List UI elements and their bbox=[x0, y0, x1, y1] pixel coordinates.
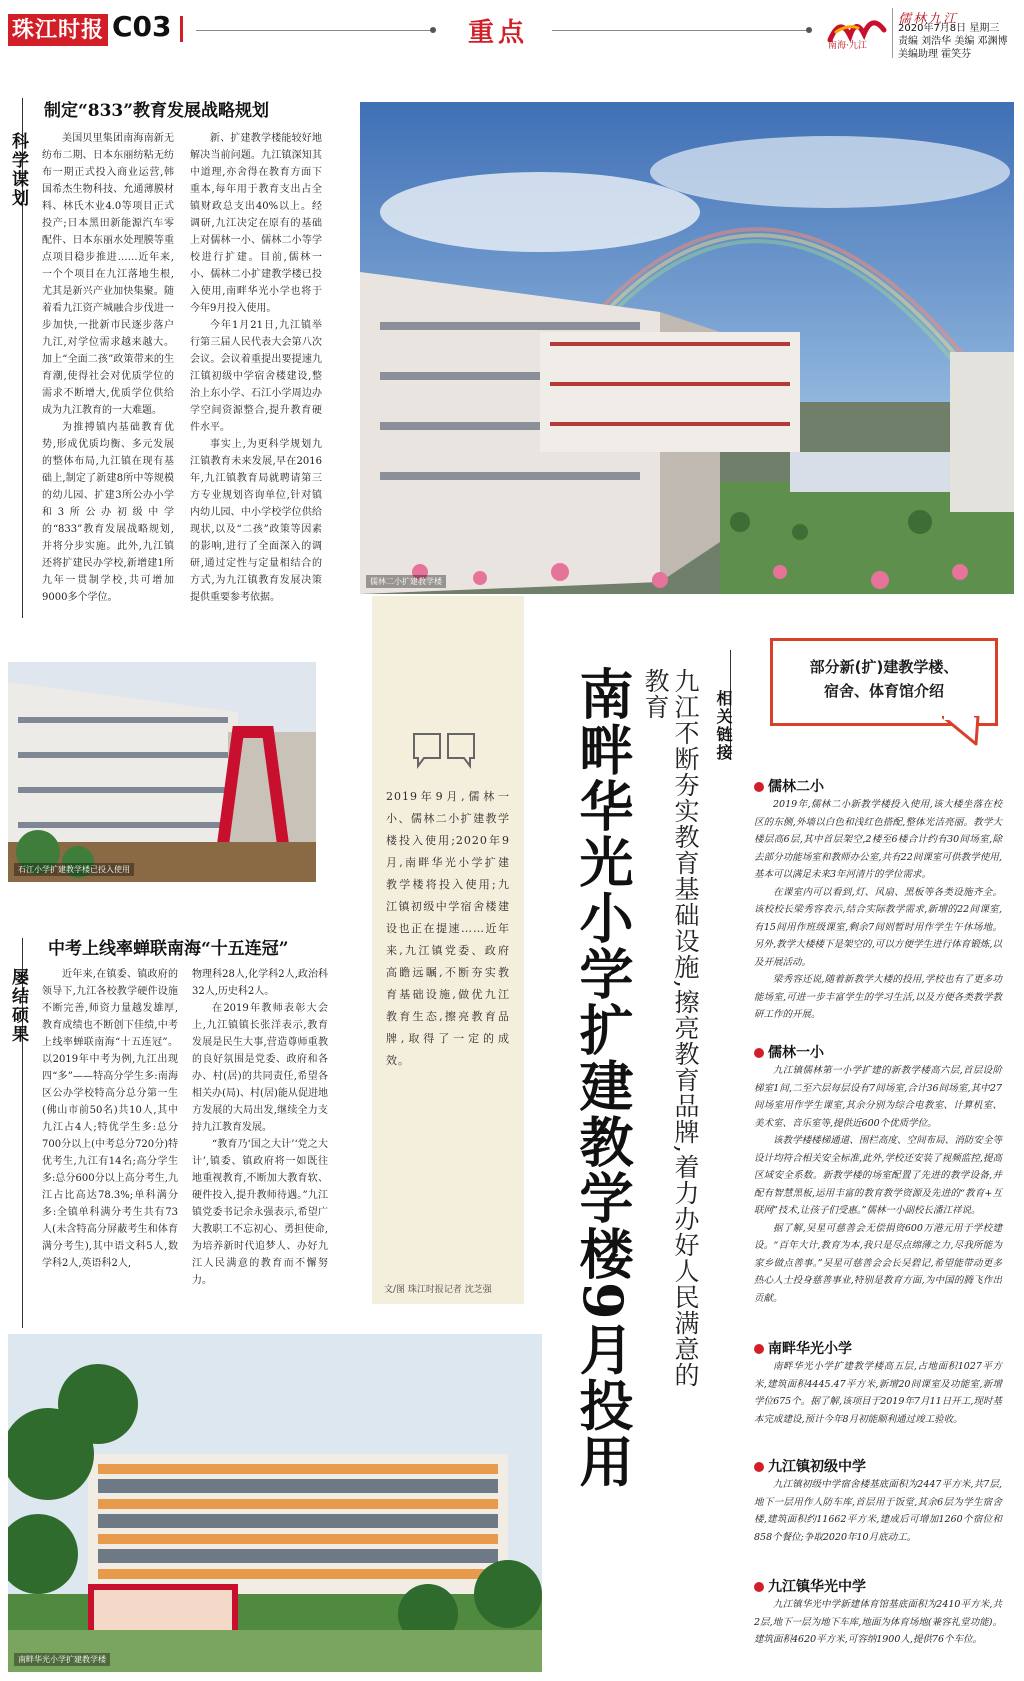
school-heading bbox=[754, 1576, 1002, 1596]
article2-column-1 bbox=[42, 966, 178, 1272]
red-bullet-icon bbox=[754, 1582, 764, 1592]
school-text bbox=[754, 1476, 1002, 1546]
school-item-huaguang-middle bbox=[754, 1576, 1002, 1649]
article1-para: 为推搏镇内基础教育优势,形成优质均衡、多元发展的整体布局,九江镇在现有基础上,制定了新建8所中等规模的幼儿园、扩建3所公办小学和3所公办初级中学的“833”教育发展战略规划,并将分步实施。此外,九江镇还将扩建民办学校,新增建1所九年一贯制学校,共可增加9000多个学位。 bbox=[42, 422, 174, 603]
article2-para: 物理科28人,化学科2人,政治科32人,历史科2人。 bbox=[192, 969, 328, 997]
school-item-rulin-2 bbox=[754, 776, 1002, 1024]
red-bullet-icon bbox=[754, 782, 764, 792]
school-para: 2019年,儒林二小新教学楼投入使用,该大楼坐落在校区的东侧,外墙以白色和浅红色搭配,整体光洁亮丽。教学大楼层高6层,其中首层架空,2楼至6楼合计约有30间场室,除去部分功能场室和教师办公室,共有22间课室可供教学使用,基本可以满足未来3年河清片的学位需求。 bbox=[754, 799, 1002, 880]
school-para: 梁秀容还说,随着新教学大楼的投用,学校也有了更多功能场室,可进一步丰富学生的学习生活,以及方便各类教学教研工作的开展。 bbox=[754, 974, 1002, 1020]
school-item-nanpan-huaguang bbox=[754, 1338, 1002, 1428]
school-para: 九江镇初级中学宿舍楼基底面积为2447平方米,共7层,地下一层用作人防车库,首层用于饭堂,其余6层为学生宿舍楼,建筑面积约11662平方米,建成后可增加1260个宿位和858个餐位;争取2020年10月底动工。 bbox=[754, 1479, 1002, 1543]
editors-line-2: 美编助理 霍笑芬 bbox=[898, 49, 972, 60]
red-bullet-icon bbox=[754, 1462, 764, 1472]
school-para: 该教学楼楼梯通道、围栏高度、空间布局、消防安全等设计均符合相关安全标准,此外,学校还安装了视频监控,提高区域安全系数。新教学楼的场室配置了先进的教学设备,并配有智慧黑板,运用丰富的教育教学资源及先进的“教育+互联网”技术,让孩子们受惠。”儒林一小副校长潘江祥说。 bbox=[754, 1135, 1002, 1216]
article1-para: 今年1月21日,九江镇举行第三届人民代表大会第八次会议。会议着重提出要提速九江镇初级中学宿舍楼建设,整治上东小学、石江小学周边办学空间资源整合,提升教育硬件水平。 bbox=[190, 320, 322, 433]
school-heading bbox=[754, 1042, 1002, 1062]
school-text bbox=[754, 1596, 1002, 1649]
school-text bbox=[754, 1358, 1002, 1428]
school-name: 南畔华光小学 bbox=[768, 1341, 852, 1357]
masthead-logo: 珠江时报 bbox=[8, 14, 108, 46]
article2-para: 在2019年教师表彰大会上,九江镇镇长张洋表示,教育发展是民生大事,营造尊师重教的良好氛围是党委、政府和各办、村(居)的共同责任,希望各相关办(局)、村(居)能从促进地方发展的大局出发,继续全力支持九江教育发展。 bbox=[192, 1003, 328, 1133]
article1-title: 制定“833”教育发展战略规划 bbox=[44, 101, 270, 121]
nanpan-huaguang-photo-icon bbox=[8, 1334, 542, 1672]
logo-brand-text: 南海·九江 bbox=[828, 41, 867, 51]
page-number: C03 bbox=[112, 10, 172, 43]
article2-para: “教育乃‘国之大计’‘党之大计’,镇委、镇政府将一如既往地重视教育,不断加大教育软、硬件投入,提升教师待遇。”九江镇党委书记余永强表示,希望广大教职工不忘初心、勇担使命,为培养新时代追梦人、办好九江人民满意的教育而不懈努力。 bbox=[192, 1139, 328, 1286]
school-item-rulin-1 bbox=[754, 1042, 1002, 1307]
feature-main-title: 南畔华光小学扩建教学楼9月投用 bbox=[571, 666, 635, 1490]
article1-para: 事实上,为更科学规划九江镇教育未来发展,早在2016年,九江镇教育局就聘请第三方专业规划咨询单位,针对镇内幼儿园、中小学校学位供给现状,以及“二孩”政策等因素的影响,进行了全面深入的调研,通过定性与定量相结合的方式,为九江镇教育发展决策提供重要参考依据。 bbox=[190, 439, 322, 603]
callout-tail-icon bbox=[942, 716, 982, 746]
related-label: 相关链接 bbox=[714, 690, 733, 762]
school-para: 据了解,吴星可慈善会无偿捐资600万港元用于学校建设。“百年大计,教育为本,我只是尽点绵薄之力,尽我所能为家乡做点善事。”吴星可慈善会会长吴碧记,希望能带动更多热心人士投身慈善事业,特别是教育方面,为中国的腾飞作出贡献。 bbox=[754, 1222, 1002, 1304]
feature-byline: 文/图 珠江时报记者 沈芝强 bbox=[384, 1285, 492, 1295]
school-name: 儒林一小 bbox=[768, 1045, 824, 1061]
issue-date: 2020年7月8日 星期三 bbox=[898, 23, 1000, 34]
school-para: 九江镇儒林第一小学扩建的新教学楼高六层,首层设阶梯室1间,二至六层每层设有7间场室,合计36间场室,其中27间场室用作学生课室,其余分别为综合电教室、计算机室、美术室、音乐室等,提供近600个优质学位。 bbox=[754, 1065, 1002, 1129]
school-para: 南畔华光小学扩建教学楼高五层,占地面积1027平方米,建筑面积4445.47平方米,新增20间课室及功能室,新增学位675个。据了解,该项目于2019年7月11日开工,现时基本完成建设,预计今年8月初能顺利通过竣工验收。 bbox=[754, 1361, 1002, 1425]
article1-column-1 bbox=[42, 130, 174, 606]
school-text bbox=[754, 796, 1002, 1024]
photo-caption: 石江小学扩建教学楼已投入使用 bbox=[14, 863, 134, 876]
photo-nanpan-huaguang-school bbox=[8, 1334, 542, 1672]
header-rule-right bbox=[552, 30, 810, 31]
intro-callout-box bbox=[770, 638, 998, 726]
red-bullet-icon bbox=[754, 1344, 764, 1354]
red-bullet-icon bbox=[754, 1048, 764, 1058]
school-name: 儒林二小 bbox=[768, 779, 824, 795]
article2-column-2 bbox=[192, 966, 328, 1289]
header-accent-bar bbox=[180, 16, 183, 42]
logo-slogan: 儒林九江 bbox=[898, 12, 959, 27]
article1-para: 美国贝里集团南海南新无纺布二期、日本东丽纺粘无纺布一期正式投入商业运营,韩国希杰生物科技、允通薄膜材料、林氏木业4.0等项目正式投产;日本黑田新能源汽车零配件、日本东丽水处理膜等重点项目稳步推进……近年来,一个个项目在九江落地生根,尤其是新兴产业加快集聚。随着看九江资产城融合步伐进一步加快,一批新市民逐步落户九江,对学位需求越来越大。加上“全面二孩”政策带来的生育潮,使得社会对优质学位的需求不断增大,优质学位供给成为九江教育的一大难题。 bbox=[42, 133, 174, 416]
school-heading bbox=[754, 776, 1002, 796]
rulin-school-photo-icon bbox=[360, 102, 1014, 594]
speech-bubbles-icon bbox=[410, 730, 482, 774]
school-heading bbox=[754, 1338, 1002, 1358]
article2-title: 中考上线率蝉联南海“十五连冠” bbox=[48, 939, 289, 959]
photo-rulin-school bbox=[360, 102, 1014, 594]
school-item-jiujiang-middle bbox=[754, 1456, 1002, 1546]
school-para: 九江镇华光中学新建体育馆基底面积为2410平方米,共2层,地下一层为地下车库,地面为体育场地(兼容礼堂功能)。建筑面积4620平方米,可容纳1900人,提供76个车位。 bbox=[754, 1599, 1002, 1645]
school-para: 在课室内可以看到,灯、风扇、黑板等各类设施齐全。该校校长梁秀容表示,结合实际教学需求,新增的22间课室,有15间用作班级课室,剩余7间则暂时用作学生午休场地。另外,教学大楼楼下是架空的,可以方便学生进行体育锻炼,以及开展活动。 bbox=[754, 886, 1002, 968]
feature-subtitle: 九江不断夯实教育基础设施,擦亮教育品牌,着力办好人民满意的教育 bbox=[641, 668, 700, 1388]
school-name: 九江镇华光中学 bbox=[768, 1579, 866, 1595]
school-text bbox=[754, 1062, 1002, 1307]
header-dot-right bbox=[806, 27, 812, 33]
callout-line-1: 部分新(扩)建教学楼、 bbox=[809, 658, 959, 676]
header-divider bbox=[892, 8, 893, 58]
header-rule-left bbox=[196, 30, 434, 31]
feature-lead-quote: 2019年9月,儒林一小、儒林二小扩建教学楼投入使用;2020年9月,南畔华光小学扩建教学楼将投入使用;九江镇初级中学宿舍楼建设也正在提速……近年来,九江镇党委、政府高瞻远瞩,不断夯实教育基础设施,做优九江教育生态,擦亮教育品牌,取得了一定的成效。 bbox=[386, 790, 510, 1067]
school-name: 九江镇初级中学 bbox=[768, 1459, 866, 1475]
photo-caption: 儒林二小扩建教学楼 bbox=[366, 575, 446, 588]
photo-shijiang-school bbox=[8, 662, 316, 882]
article2-label: 屡结硕果 bbox=[8, 968, 28, 1044]
callout-line-2: 宿舍、体育馆介绍 bbox=[823, 682, 944, 700]
article1-label: 科学谋划 bbox=[8, 132, 28, 208]
article2-para: 近年来,在镇委、镇政府的领导下,九江各校教学硬件设施不断完善,师资力量越发雄厚,教育成绩也不断创下佳绩,中考上线率蝉联南海“十五连冠”。以2019年中考为例,九江出现四“多”——特高分学生多:南海区公办学校特高分总分第一生(佛山市前50名)共10人,其中九江占4人;特优学生多:总分700分以上(中考总分720分)特优考生,九江有14名;高分学生多:总分600分以上高分考生,九江占比高达78.3%;单科满分多:全镇单科满分考生共有73人(未含特高分屏蔽考生和体育满分考生),其中语文科5人,数学科2人,英语科2人, bbox=[42, 969, 178, 1269]
article1-para: 新、扩建教学楼能较好地解决当前问题。九江镇深知其中道理,亦舍得在教育方面下重本,每年用于教育支出占全镇财政总支出40%以上。经调研,九江决定在原有的基础上对儒林一小、儒林二小等学校进行扩建。目前,儒林一小、儒林二小扩建教学楼已投入使用,南畔华光小学也将于今年9月投入使用。 bbox=[190, 133, 322, 314]
photo-caption: 南畔华光小学扩建教学楼 bbox=[14, 1653, 110, 1666]
school-heading bbox=[754, 1456, 1002, 1476]
editors-line-1: 责编 刘浩华 美编 邓渊博 bbox=[898, 36, 1008, 47]
article1-column-2 bbox=[190, 130, 322, 606]
shijiang-school-photo-icon bbox=[8, 662, 316, 882]
header-dot-left bbox=[430, 27, 436, 33]
section-title: 重点 bbox=[468, 18, 529, 48]
